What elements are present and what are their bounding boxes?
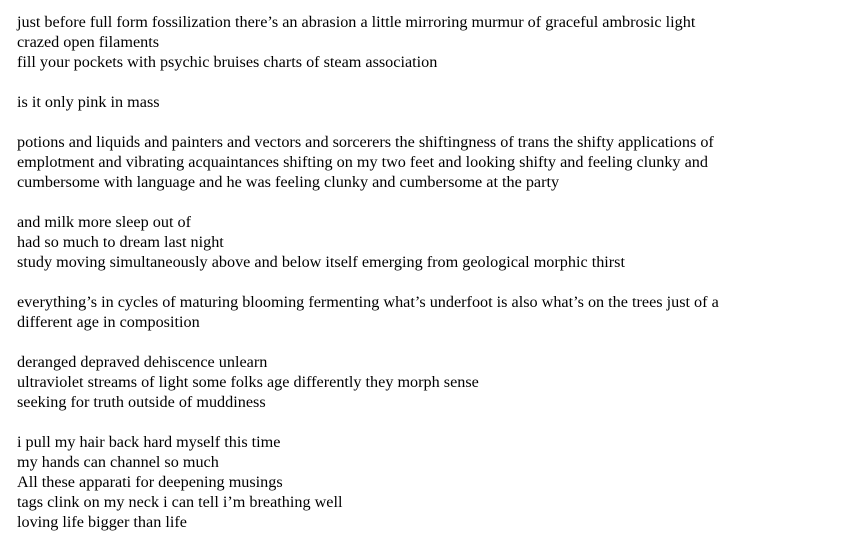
poem-line: ultraviolet streams of light some folks age differently they morph sense [17,373,479,391]
poem-line: everything’s in cycles of maturing blooming fermenting what’s underfoot is also what’s on the trees just of a [17,293,719,311]
poem-line: just before full form fossilization there’s an abrasion a little mirroring murmur of graceful ambrosic light [17,13,696,31]
poem-line: cumbersome with language and he was feeling clunky and cumbersome at the party [17,173,560,191]
poem-line: potions and liquids and painters and vectors and sorcerers the shiftingness of trans the shifty applications of [17,133,714,151]
stanza [17,212,847,272]
stanza [17,352,847,412]
poem-line: emplotment and vibrating acquaintances shifting on my two feet and looking shifty and feeling clunky and [17,153,708,171]
poem-line: i pull my hair back hard myself this time [17,433,281,451]
poem-line: deranged depraved dehiscence unlearn [17,353,268,371]
stanza [17,432,847,532]
poem-line: tags clink on my neck i can tell i’m breathing well [17,493,343,511]
poem-line: study moving simultaneously above and below itself emerging from geological morphic thirst [17,253,625,271]
poem-line: had so much to dream last night [17,233,224,251]
poem-document [17,12,847,532]
stanza [17,92,847,112]
poem-line: All these apparati for deepening musings [17,473,283,491]
poem-line: my hands can channel so much [17,453,219,471]
poem-line: and milk more sleep out of [17,213,191,231]
poem-line: is it only pink in mass [17,93,160,111]
poem-line: crazed open filaments [17,33,160,51]
poem-line: loving life bigger than life [17,513,187,531]
stanza [17,132,847,192]
poem-line: fill your pockets with psychic bruises charts of steam association [17,53,438,71]
poem-line: seeking for truth outside of muddiness [17,393,266,411]
poem-line: different age in composition [17,313,200,331]
stanza [17,292,847,332]
stanza [17,12,847,72]
